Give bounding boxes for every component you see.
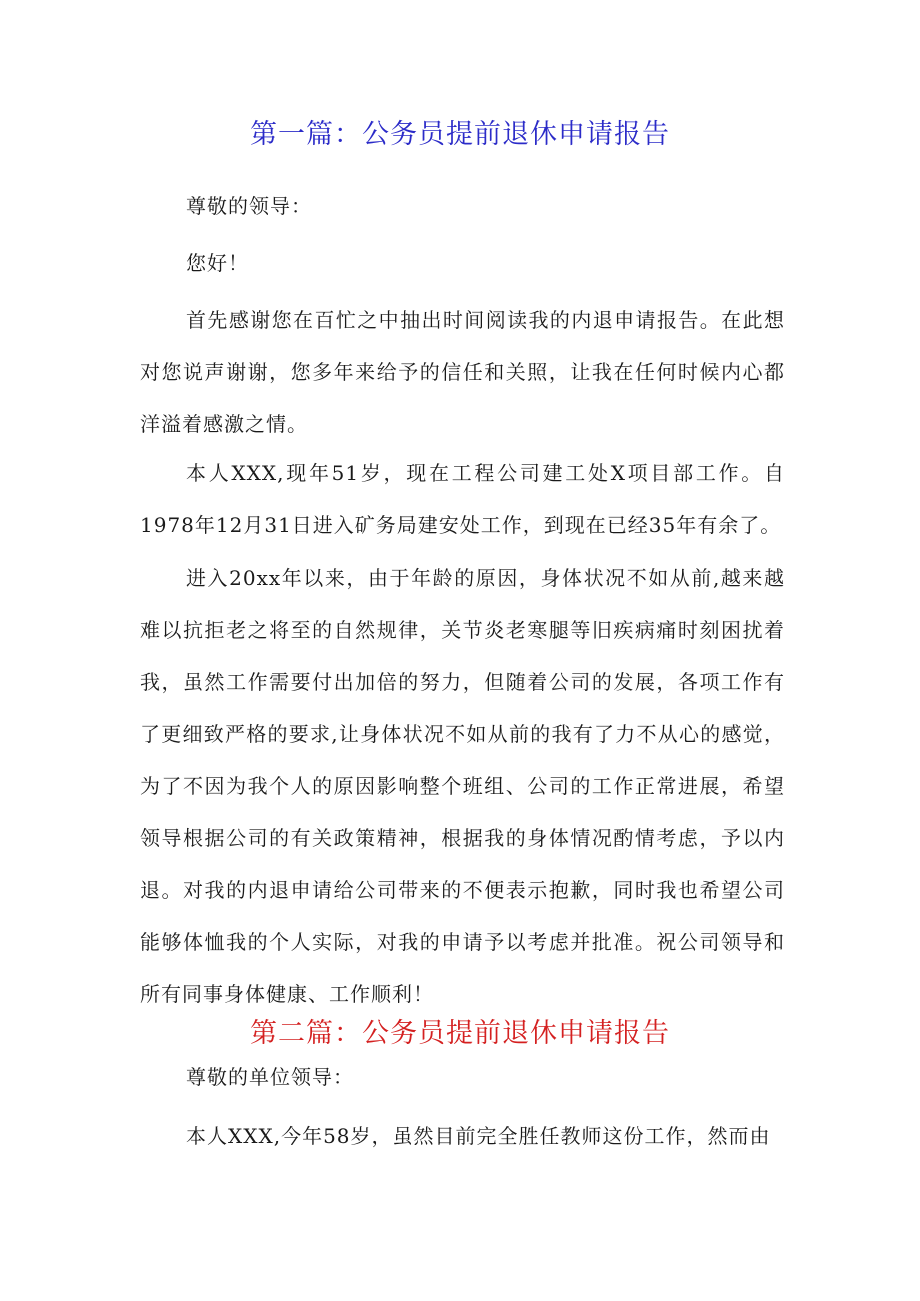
article1-salutation: 尊敬的领导：	[186, 194, 312, 218]
article2-paragraph-1: 本人XXX,今年58岁，虽然目前完全胜任教师这份工作，然而由	[186, 1124, 771, 1148]
article2-title: 第二篇：公务员提前退休申请报告	[250, 1018, 670, 1049]
article1-greeting: 您好！	[186, 251, 249, 275]
article1-paragraph-1: 首先感谢您在百忙之中抽出时间阅读我的内退申请报告。在此想对您说声谢谢，您多年来给予的信任和关照，让我在任何时候内心都洋溢着感激之情。	[140, 308, 785, 436]
article2-salutation: 尊敬的单位领导：	[186, 1065, 354, 1089]
article1-paragraph-2: 本人XXX,现年51岁，现在工程公司建工处X项目部工作。自1978年12月31日进入矿务局建安处工作，到现在已经35年有余了。	[140, 461, 785, 537]
article1-title: 第一篇：公务员提前退休申请报告	[250, 119, 670, 150]
article1-paragraph-3: 进入20xx年以来，由于年龄的原因，身体状况不如从前,越来越难以抗拒老之将至的自然规律，关节炎老寒腿等旧疾病痛时刻困扰着我，虽然工作需要付出加倍的努力，但随着公司的发展，各项工作有了更细致严格的要求,让身体状况不如从前的我有了力不从心的感觉，为了不因为我个人的原因影响整个班组、公司的工作正常进展，希望领导根据公司的有关政策精神，根据我的身体情况酌情考虑，予以内退。对我的内退申请给公司带来的不便表示抱歉，同时我也希望公司能够体恤我的个人实际，对我的申请予以考虑并批准。祝公司领导和所有同事身体健康、工作顺利！	[140, 566, 785, 1006]
